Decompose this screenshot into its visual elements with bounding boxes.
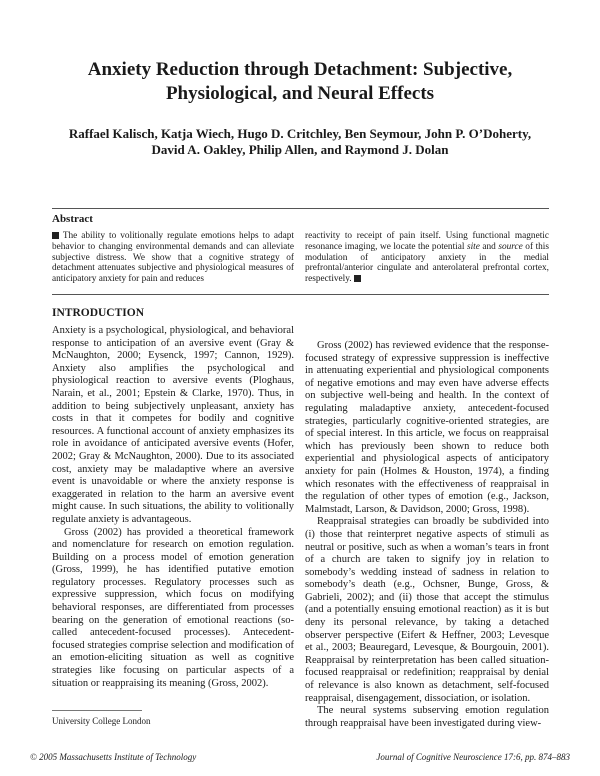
author-list: Raffael Kalisch, Katja Wiech, Hugo D. Critchley, Ben Seymour, John P. O’Doherty, David A. Oakley, Philip Allen, and Raymond J. Dolan	[68, 126, 532, 157]
copyright-notice: © 2005 Massachusetts Institute of Technology	[30, 752, 197, 762]
introduction-left-column	[52, 325, 294, 690]
affiliation: University College London	[52, 716, 151, 726]
abstract-top-rule	[52, 208, 549, 209]
intro-paragraph-2: Gross (2002) has provided a theoretical framework and nomenclature for research on emotion regulation. Building on a process model of emotion generation (Gross, 1999), he has identified putative emotion regulatory processes. Regulatory processes such as expressive suppression, which focus on modifying behavioral responses, are differentiated from processes bearing on the generation of emotional reactions (so-called antecedent-focused processes). Antecedent-focused strategies comprise selection and modification of an emotion-eliciting situation as well as cognitive strategies like focusing on particular aspects of a situation or reappraising its meaning (Gross, 2002).	[52, 526, 294, 689]
intro-paragraph-1: Anxiety is a psychological, physiological, and behavioral response to anticipation of an aversive event (Gray & McNaughton, 2000; Eysenck, 1997; Cannon, 1929). Anxiety also amplifies the psychological and physiological reaction to aversive events (Ploghaus, Narain, et al., 2001; Epstein & Clarke, 1970). Thus, in addition to being subjectively unpleasant, anxiety has costs in that it competes for bodily and cognitive resources. A functional account of anxiety emphasizes its role in avoidance of anticipated aversive events (Hofer, 2002; Gray & McNaughton, 2000). Due to its associated cost, anxiety may be maladaptive where an aversive event is unavoidable or where the anxiety response is exaggerated in relation to the harm an aversive event might cause. In such situations, the ability to volitionally regulate anxiety is advantageous.	[52, 325, 294, 525]
abstract-text-left: The ability to volitionally regulate emotions helps to adapt behavior to changing environmental demands and can alleviate subjective distress. We show that a cognitive strategy of detachment attenuates subjective and physiological measures of anticipatory anxiety for pain and reduces	[52, 231, 295, 285]
footnote-rule	[52, 710, 142, 711]
introduction-heading: INTRODUCTION	[52, 307, 145, 319]
article-title: Anxiety Reduction through Detachment: Subjective, Physiological, and Neural Effects	[87, 59, 513, 104]
intro-paragraph-5: The neural systems subserving emotion regulation through reappraisal have been investigated during view-	[305, 705, 549, 729]
abstract-text-right: reactivity to receipt of pain itself. Using functional magnetic resonance imaging, we locate the potential site and source of this modulation of anticipatory anxiety in the medial prefrontal/anterior cingulate and anterolateral prefrontal cortex, respectively.	[305, 231, 550, 285]
abstract-heading: Abstract	[52, 213, 93, 225]
journal-citation: Journal of Cognitive Neuroscience 17:6, pp. 874–883	[376, 752, 570, 762]
intro-paragraph-4: Reappraisal strategies can broadly be subdivided into (i) those that reinterpret negative aspects of stimuli as neutral or positive, such as when a woman’s tears in front of a church are taken to signify joy in relation to somebody’s wedding instead of sadness in relation to somebody’s death (e.g., Ochsner, Bunge, Gross, & Gabrieli, 2002); and (ii) those that accept the stimulus (and a potentially ensuing emotional reaction) as it is but deny its personal relevance, by taking a detached observer perspective (Eifert & Heffner, 2003; Levesque et al., 2003; Beauregard, Levesque, & Bourgouin, 2001). Reappraisal by reinterpretation has been called situation-focused reappraisal or redefinition; reappraisal by denial of relevance is also known as detachment, self-focused reappraisal, disengagement, dissociation, or isolation.	[305, 516, 549, 704]
abstract-start-square-icon	[52, 232, 59, 239]
introduction-right-column	[305, 340, 549, 730]
abstract-bottom-rule	[52, 294, 549, 295]
intro-paragraph-3: Gross (2002) has reviewed evidence that the response-focused strategy of expressive suppression is ineffective in attenuating experiential and physiological components of negative emotions and may even have adverse effects on subjective well-being and health. In the context of regulating maladaptive anxiety, antecedent-focused strategies, particularly cognitive-oriented strategies, are of special interest. In this article, we focus on reappraisal which has previously been shown to reduce both experiential and physiological aspects of anticipatory anxiety for pain (Holmes & Houston, 1974), a finding which resonates with the effectiveness of reappraisal in the regulation of other types of emotion (e.g., Jackson, Malmstadt, Larson, & Davidson, 2000; Gross, 1998).	[305, 340, 549, 515]
abstract-end-square-icon	[354, 275, 361, 282]
